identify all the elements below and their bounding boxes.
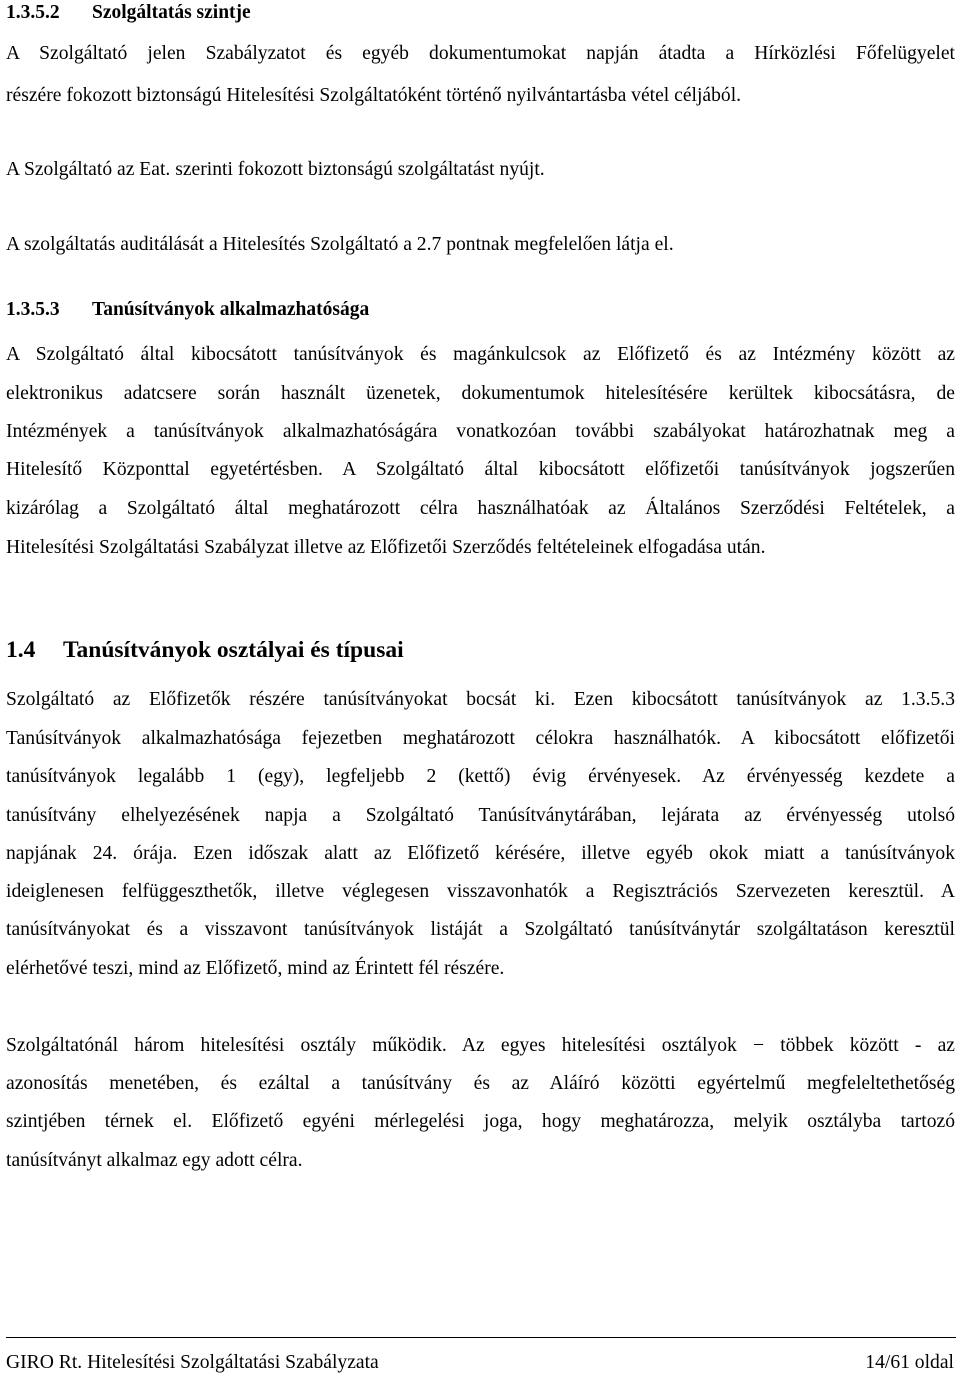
paragraph-line: Szolgáltatónál három hitelesítési osztály működik. Az egyes hitelesítési osztályok − többek között - az: [6, 1035, 955, 1056]
section-title: Szolgáltatás szintje: [92, 2, 251, 23]
chapter-number: 1.4: [6, 637, 36, 663]
section-title: Tanúsítványok alkalmazhatósága: [92, 299, 370, 320]
section-heading-1353: [6, 299, 369, 321]
paragraph-line: ideiglenesen felfüggeszthetők, illetve véglegesen visszavonhatók a Regisztrációs Szervezeten keresztül. A: [6, 881, 955, 902]
paragraph-line: napjának 24. órája. Ezen időszak alatt az Előfizető kérésére, illetve egyéb okok miatt a tanúsítványok: [6, 843, 955, 864]
paragraph-line: Szolgáltató az Előfizetők részére tanúsítványokat bocsát ki. Ezen kibocsátott tanúsítványok az 1.3.5.3: [6, 689, 955, 710]
paragraph-line: A Szolgáltató jelen Szabályzatot és egyéb dokumentumokat napján átadta a Hírközlési Főfelügyelet: [6, 43, 955, 64]
paragraph-line: részére fokozott biztonságú Hitelesítési Szolgáltatóként történő nyilvántartásba vétel céljából.: [6, 85, 742, 106]
paragraph-line: kizárólag a Szolgáltató által meghatározott célra használhatóak az Általános Szerződési Feltételek, a: [6, 498, 955, 519]
paragraph-line: tanúsítványok legalább 1 (egy), legfeljebb 2 (kettő) évig érvényesek. Az érvényesség kezdete a: [6, 766, 955, 787]
paragraph-line: Hitelesítő Központtal egyetértésben. A Szolgáltató által kibocsátott előfizetői tanúsítványok jogszerűen: [6, 459, 955, 480]
footer-divider: [6, 1337, 956, 1338]
paragraph-line: tanúsítványokat és a visszavont tanúsítványok listáját a Szolgáltató tanúsítványtár szolgáltatáson keresztül: [6, 919, 955, 940]
paragraph-line: Hitelesítési Szolgáltatási Szabályzat illetve az Előfizetői Szerződés feltételeinek elfogadása után.: [6, 537, 766, 558]
paragraph-line: A Szolgáltató az Eat. szerinti fokozott biztonságú szolgáltatást nyújt.: [6, 159, 545, 180]
footer-document-title: GIRO Rt. Hitelesítési Szolgáltatási Szabályzata: [6, 1352, 379, 1373]
paragraph-line: szintjében térnek el. Előfizető egyéni mérlegelési joga, hogy meghatározza, melyik osztályba tartozó: [6, 1111, 955, 1132]
section-number: 1.3.5.2: [6, 2, 60, 23]
paragraph-line: tanúsítvány elhelyezésének napja a Szolgáltató Tanúsítványtárában, lejárata az érvényesség utolsó: [6, 805, 955, 826]
paragraph-line: Tanúsítványok alkalmazhatósága fejezetben meghatározott célokra használhatók. A kibocsátott előfizetői: [6, 728, 955, 749]
paragraph-line: A Szolgáltató által kibocsátott tanúsítványok és magánkulcsok az Előfizető és az Intézmény között az: [6, 344, 955, 365]
paragraph-line: azonosítás menetében, és ezáltal a tanúsítvány és az Aláíró közötti egyértelmű megfeleltethetőség: [6, 1073, 955, 1094]
paragraph-line: elérhetővé teszi, mind az Előfizető, mind az Érintett fél részére.: [6, 958, 505, 979]
chapter-title: Tanúsítványok osztályai és típusai: [63, 637, 404, 663]
paragraph-line: A szolgáltatás auditálását a Hitelesítés Szolgáltató a 2.7 pontnak megfelelően látja el.: [6, 234, 674, 255]
chapter-heading-14: [6, 637, 404, 664]
footer-page-number: 14/61 oldal: [865, 1352, 954, 1373]
paragraph-line: tanúsítványt alkalmaz egy adott célra.: [6, 1150, 303, 1171]
section-number: 1.3.5.3: [6, 299, 60, 320]
paragraph-line: Intézmények a tanúsítványok alkalmazhatóságára vonatkozóan további szabályokat határozhatnak meg a: [6, 421, 955, 442]
paragraph-line: elektronikus adatcsere során használt üzenetek, dokumentumok hitelesítésére kerültek kibocsátásra, de: [6, 383, 955, 404]
section-heading-1352: [6, 2, 251, 24]
